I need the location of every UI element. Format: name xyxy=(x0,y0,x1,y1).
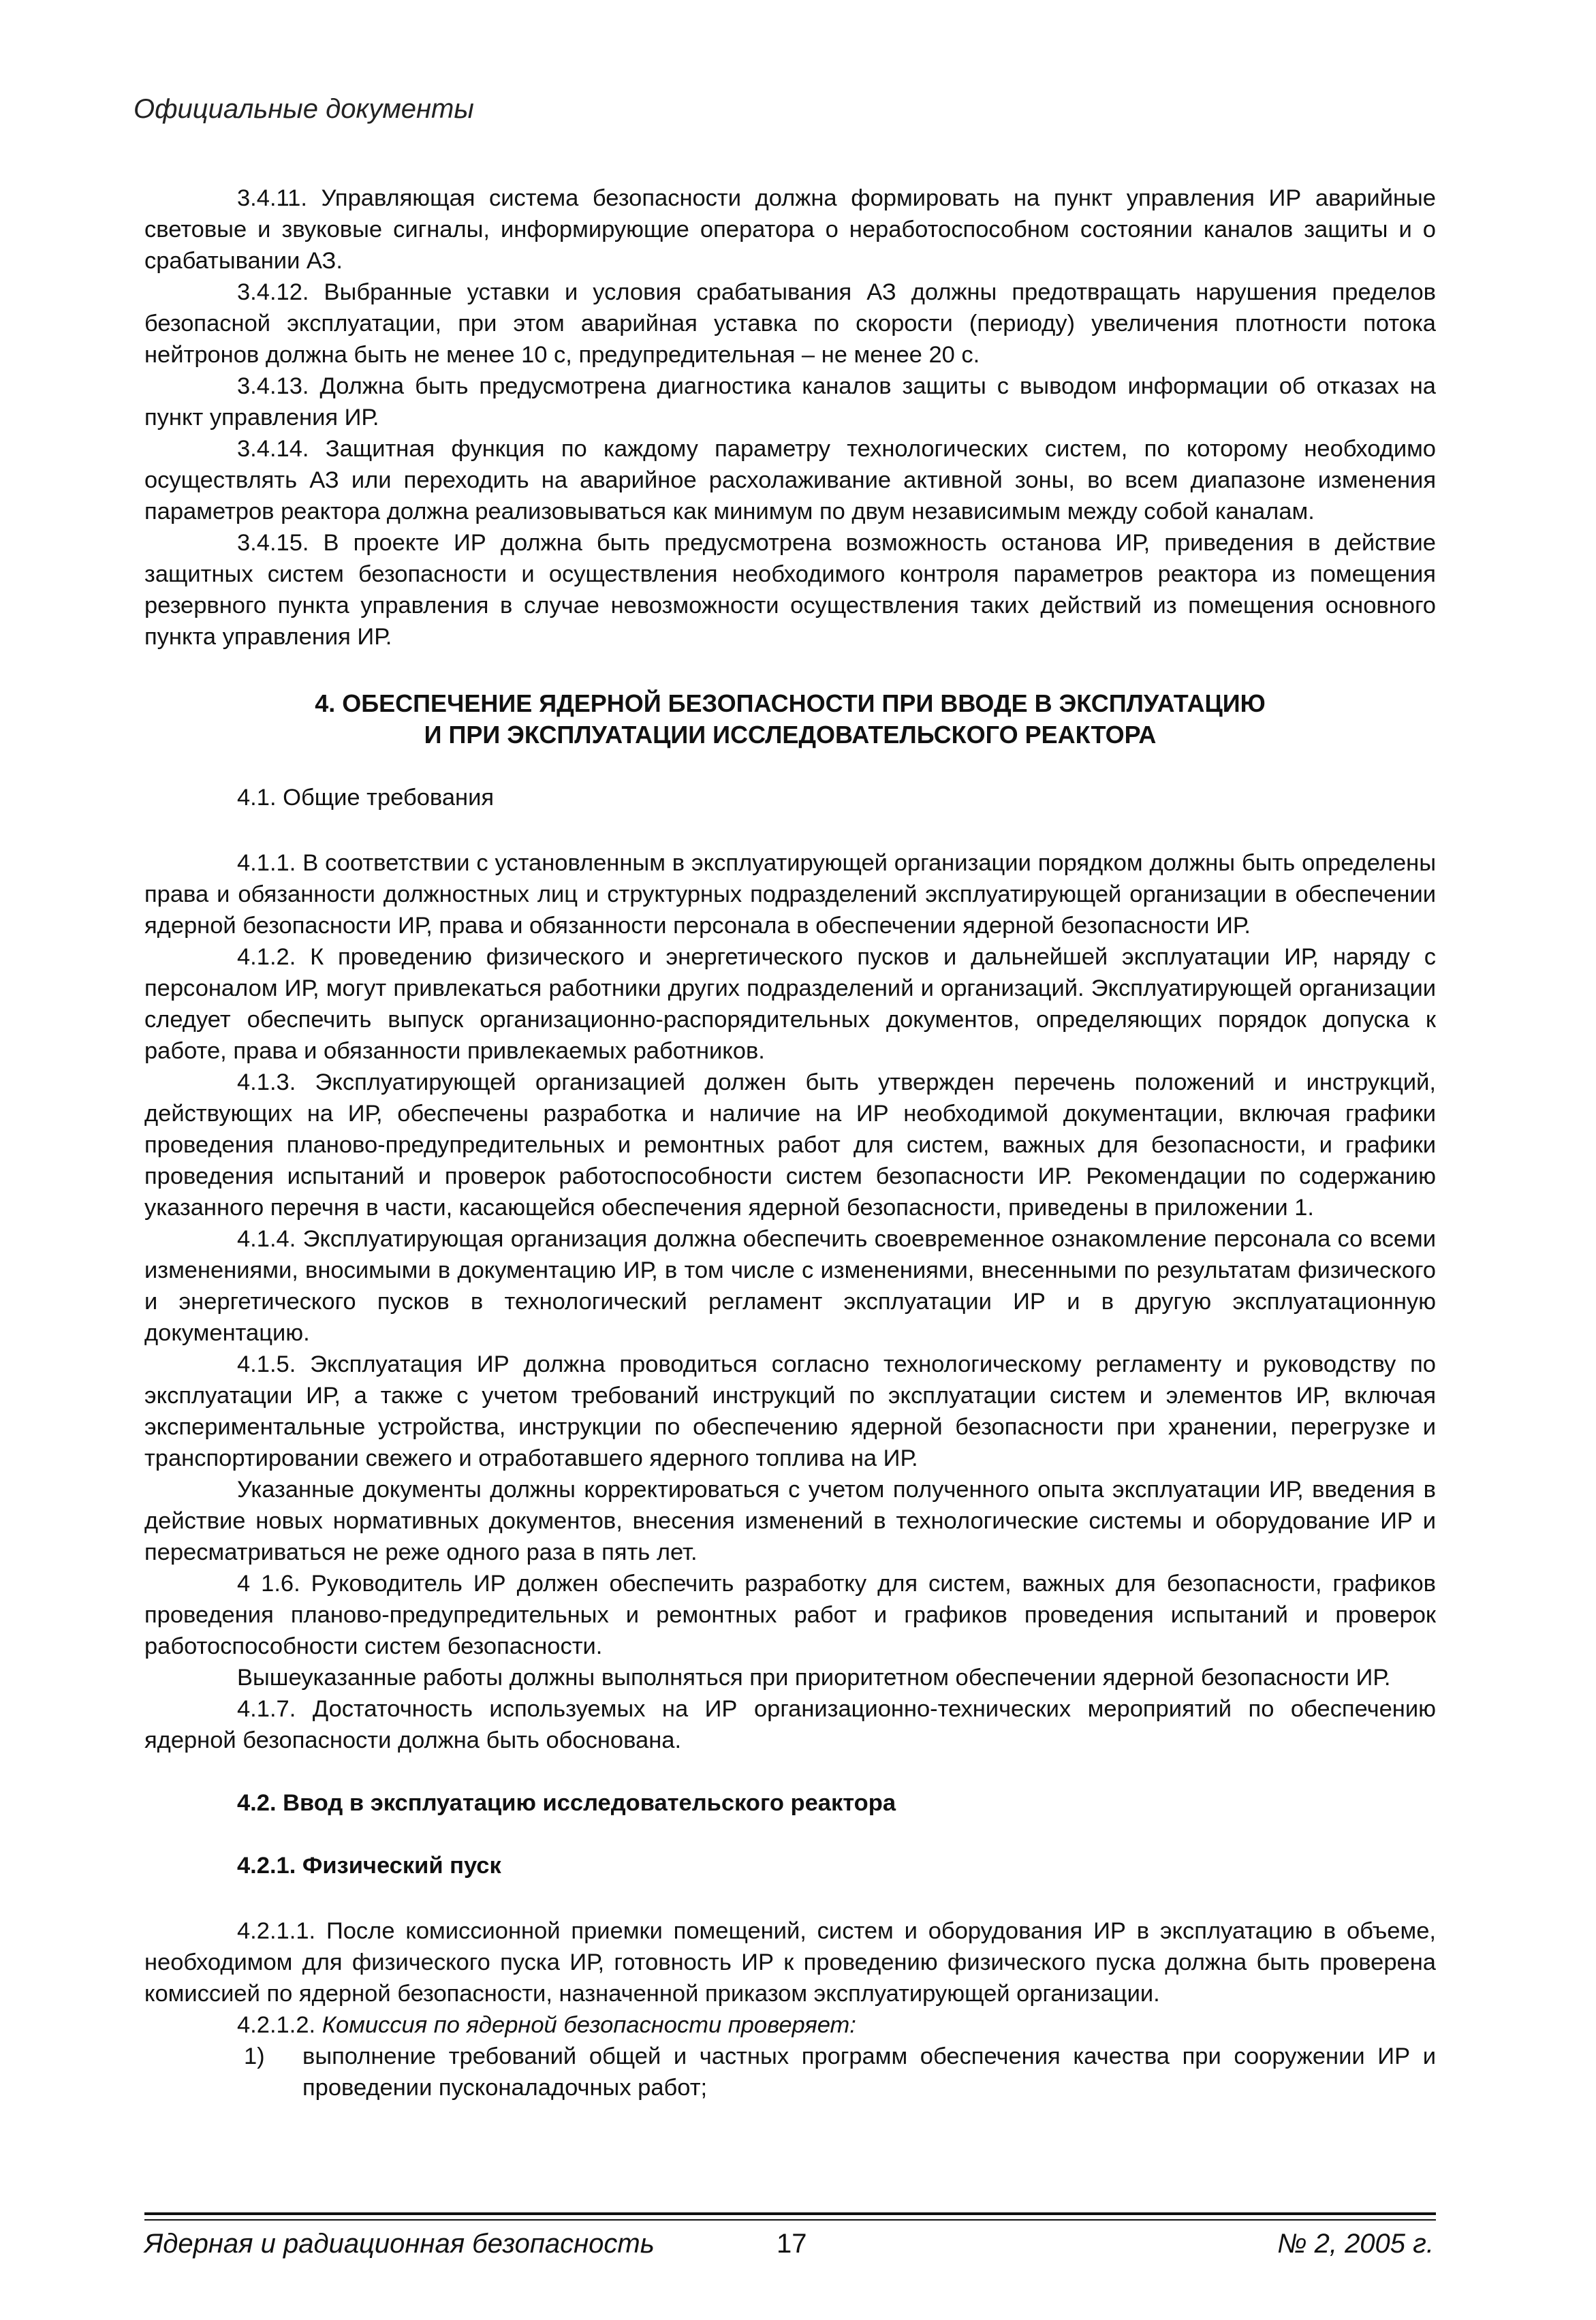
subsection-4-2-1-title: 4.2.1. Физический пуск xyxy=(237,1853,501,1879)
paragraph-3-4-15: 3.4.15. В проекте ИР должна быть предусмотрена возможность останова ИР, приведения в действие защитных систем безопасности и осуществления необходимого контроля параметров реактора из помещения резервного пункта управления в случае невозможности осуществления таких действий из помещения основного пункта управления ИР. xyxy=(144,530,1436,650)
footer-journal-title: Ядерная и радиационная безопасность xyxy=(144,2229,655,2259)
subsection-4-1-title: 4.1. Общие требования xyxy=(237,785,495,811)
paragraph-4-2-1-1: 4.2.1.1. После комиссионной приемки помещений, систем и оборудования ИР в эксплуатацию в объеме, необходимом для физического пуска ИР, готовность ИР к проведению физического пуска должна быть проверена комиссией по ядерной безопасности, назначенной приказом эксплуатирующей организации. xyxy=(144,1918,1436,2007)
paragraph-3-4-14: 3.4.14. Защитная функция по каждому параметру технологических систем, по которому необходимо осуществлять АЗ или переходить на аварийное расхолаживание активной зоны, во всем диапазоне изменения параметров реактора должна реализовываться как минимум по двум независимым между собой каналам. xyxy=(144,436,1436,524)
paragraph-4-1-4: 4.1.4. Эксплуатирующая организация должна обеспечить своевременное ознакомление персонала со всеми изменениями, вносимыми в документацию ИР, в том числе с изменениями, внесенными по результатам физического и энергетического пусков в технологический регламент эксплуатации ИР и в другую эксплуатационную документацию. xyxy=(144,1226,1436,1346)
footer-rule-thick xyxy=(144,2212,1436,2215)
page-body xyxy=(144,183,1436,2103)
paragraph-4-1-6: 4 1.6. Руководитель ИР должен обеспечить разработку для систем, важных для безопасности, графиков проведения планово-предупредительных и ремонтных работ и графиков проведения испытаний и проверок работоспособности систем безопасности. xyxy=(144,1571,1436,1659)
paragraph-4-2-1-2 xyxy=(144,2009,1436,2041)
paragraph-4-2-1-2-text: Комиссия по ядерной безопасности проверяет: xyxy=(322,2012,856,2038)
list-item xyxy=(144,2041,1436,2103)
paragraph-4-1-5-note: Указанные документы должны корректироваться с учетом полученного опыта эксплуатации ИР, введения в действие новых нормативных документов, внесения изменений в технологические системы и оборудование ИР и пересматриваться не реже одного раза в пять лет. xyxy=(144,1477,1436,1565)
section-4-heading-line2: И ПРИ ЭКСПЛУАТАЦИИ ИССЛЕДОВАТЕЛЬСКОГО РЕАКТОРА xyxy=(424,721,1157,749)
running-header: Официальные документы xyxy=(134,94,474,124)
list-item-number: 1) xyxy=(244,2043,265,2069)
paragraph-4-1-2: 4.1.2. К проведению физического и энергетического пусков и дальнейшей эксплуатации ИР, наряду с персоналом ИР, могут привлекаться работники других подразделений и организаций. Эксплуатирующей организации следует обеспечить выпуск организационно-распорядительных документов, определяющих порядок допуска к работе, права и обязанности привлекаемых работников. xyxy=(144,944,1436,1064)
footer-issue: № 2, 2005 г. xyxy=(1277,2229,1434,2259)
paragraph-4-2-1-2-number: 4.2.1.2. xyxy=(237,2012,316,2038)
paragraph-4-1-7: 4.1.7. Достаточность используемых на ИР организационно-технических мероприятий по обеспечению ядерной безопасности должна быть обоснована. xyxy=(144,1696,1436,1753)
subsection-4-2-title: 4.2. Ввод в эксплуатацию исследовательского реактора xyxy=(237,1790,896,1816)
paragraph-4-1-3: 4.1.3. Эксплуатирующей организацией должен быть утвержден перечень положений и инструкций, действующих на ИР, обеспечены разработка и наличие на ИР необходимой документации, включая графики проведения планово-предупредительных и ремонтных работ для систем, важных для безопасности, и графики проведения испытаний и проверок работоспособности систем безопасности ИР. Рекомендации по содержанию указанного перечня в части, касающейся обеспечения ядерной безопасности, приведены в приложении 1. xyxy=(144,1069,1436,1221)
paragraph-3-4-11: 3.4.11. Управляющая система безопасности должна формировать на пункт управления ИР аварийные световые и звуковые сигналы, информирующие оператора о неработоспособном состоянии каналов защиты и о срабатывании АЗ. xyxy=(144,185,1436,274)
paragraph-4-1-6-note: Вышеуказанные работы должны выполняться при приоритетном обеспечении ядерной безопасности ИР. xyxy=(237,1665,1391,1691)
paragraph-3-4-13: 3.4.13. Должна быть предусмотрена диагностика каналов защиты с выводом информации об отказах на пункт управления ИР. xyxy=(144,373,1436,430)
paragraph-4-1-1: 4.1.1. В соответствии с установленным в эксплуатирующей организации порядком должны быть определены права и обязанности должностных лиц и структурных подразделений эксплуатирующей организации в обеспечении ядерной безопасности ИР, права и обязанности персонала в обеспечении ядерной безопасности ИР. xyxy=(144,850,1436,939)
paragraph-3-4-12: 3.4.12. Выбранные уставки и условия срабатывания АЗ должны предотвращать нарушения пределов безопасной эксплуатации, при этом аварийная уставка по скорости (периоду) увеличения плотности потока нейтронов должна быть не менее 10 с, предупредительная – не менее 20 с. xyxy=(144,279,1436,368)
section-4-heading-line1: 4. ОБЕСПЕЧЕНИЕ ЯДЕРНОЙ БЕЗОПАСНОСТИ ПРИ ВВОДЕ В ЭКСПЛУАТАЦИЮ xyxy=(315,689,1266,717)
page-number: 17 xyxy=(777,2229,807,2259)
footer-rule-thin xyxy=(144,2219,1436,2221)
list-item-text: выполнение требований общей и частных программ обеспечения качества при сооружении ИР и проведении пусконаладочных работ; xyxy=(302,2043,1436,2101)
section-4-heading xyxy=(144,688,1436,751)
paragraph-4-1-5: 4.1.5. Эксплуатация ИР должна проводиться согласно технологическому регламенту и руководству по эксплуатации ИР, а также с учетом требований инструкций по эксплуатации систем и элементов ИР, включая экспериментальные устройства, инструкции по обеспечению ядерной безопасности при хранении, перегрузке и транспортировании свежего и отработавшего ядерного топлива на ИР. xyxy=(144,1351,1436,1471)
